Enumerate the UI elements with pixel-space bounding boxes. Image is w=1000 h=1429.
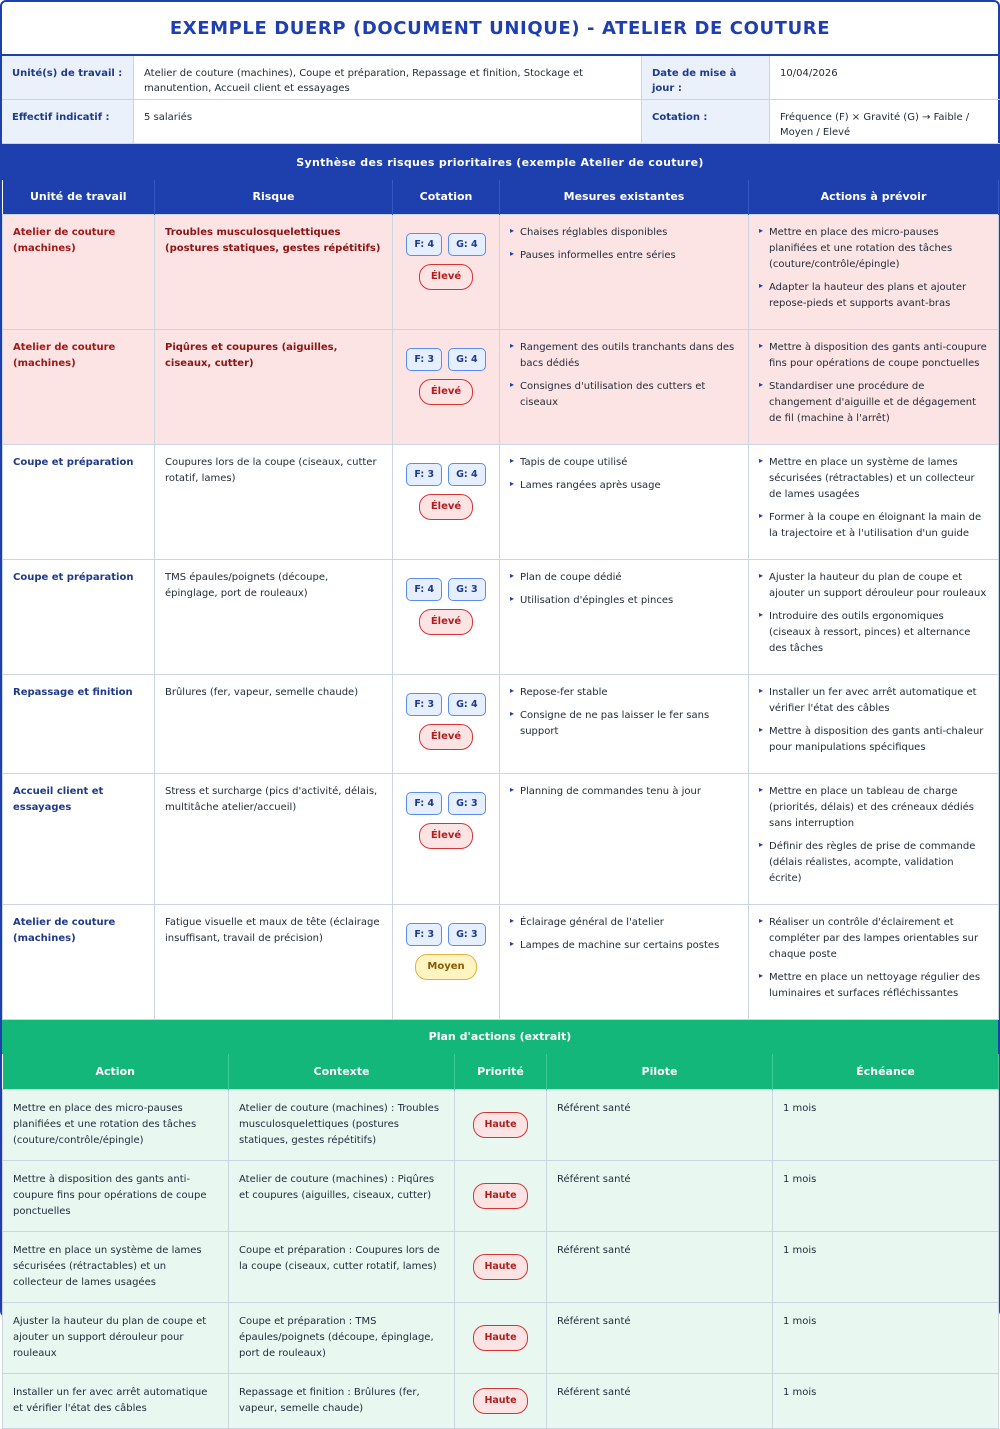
plan-context-cell: Atelier de couture (machines) : Piqûres et coupures (aiguilles, ciseaux, cutter) bbox=[229, 1161, 455, 1232]
gravity-chip: G: 4 bbox=[448, 233, 486, 256]
risk-description-cell: Piqûres et coupures (aiguilles, ciseaux, cutter) bbox=[155, 329, 393, 444]
risk-description-cell: Fatigue visuelle et maux de tête (éclairage insuffisant, travail de précision) bbox=[155, 904, 393, 1019]
info-grid bbox=[2, 56, 998, 144]
plan-priority-cell bbox=[455, 1374, 547, 1429]
risk-level-badge: Élevé bbox=[419, 609, 473, 635]
measure-item: ▸ Tapis de coupe utilisé bbox=[510, 455, 738, 471]
risks-header-cell: Unité de travail bbox=[3, 180, 155, 214]
measures-list bbox=[510, 784, 738, 800]
plan-header-cell: Échéance bbox=[773, 1054, 999, 1090]
plan-context-cell: Coupe et préparation : TMS épaules/poignets (découpe, épinglage, port de rouleaux) bbox=[229, 1303, 455, 1374]
measure-item: ▸ Consigne de ne pas laisser le fer sans support bbox=[510, 708, 738, 740]
frequency-chip: F: 3 bbox=[406, 693, 442, 716]
risk-actions-cell bbox=[749, 674, 999, 773]
measures-list bbox=[510, 915, 738, 954]
plan-pilot-cell: Référent santé bbox=[547, 1303, 773, 1374]
frequency-chip: F: 3 bbox=[406, 923, 442, 946]
measure-item: ▸ Plan de coupe dédié bbox=[510, 570, 738, 586]
risks-header-cell: Actions à prévoir bbox=[749, 180, 999, 214]
risk-level-badge: Moyen bbox=[415, 954, 476, 980]
page-title: EXEMPLE DUERP (DOCUMENT UNIQUE) - ATELIER DE COUTURE bbox=[2, 2, 998, 56]
frequency-chip: F: 3 bbox=[406, 348, 442, 371]
risk-unit-cell: Repassage et finition bbox=[3, 674, 155, 773]
risk-unit-cell: Coupe et préparation bbox=[3, 559, 155, 674]
plan-action-cell: Mettre en place des micro-pauses planifiées et une rotation des tâches (couture/contrôle/épingle) bbox=[3, 1090, 229, 1161]
risk-description-cell: TMS épaules/poignets (découpe, épinglage, port de rouleaux) bbox=[155, 559, 393, 674]
plan-deadline-cell: 1 mois bbox=[773, 1303, 999, 1374]
cotation-chips bbox=[403, 233, 489, 256]
frequency-chip: F: 4 bbox=[406, 578, 442, 601]
measure-item: ▸ Lames rangées après usage bbox=[510, 478, 738, 494]
plan-pilot-cell: Référent santé bbox=[547, 1374, 773, 1429]
risk-measures-cell bbox=[500, 214, 749, 329]
risks-header-cell: Mesures existantes bbox=[500, 180, 749, 214]
action-item: ▸ Ajuster la hauteur du plan de coupe et ajouter un support dérouleur pour rouleaux bbox=[759, 570, 988, 602]
action-item: ▸ Mettre en place un nettoyage régulier des luminaires et surfaces réfléchissantes bbox=[759, 970, 988, 1002]
risk-description-cell: Stress et surcharge (pics d'activité, délais, multitâche atelier/accueil) bbox=[155, 773, 393, 904]
plan-priority-cell bbox=[455, 1090, 547, 1161]
risk-level-badge: Élevé bbox=[419, 379, 473, 405]
measure-item: ▸ Pauses informelles entre séries bbox=[510, 248, 738, 264]
cotation-chips bbox=[403, 923, 489, 946]
risks-header-cell: Cotation bbox=[393, 180, 500, 214]
plan-header-row bbox=[3, 1054, 999, 1090]
risk-cotation-cell bbox=[393, 444, 500, 559]
plan-deadline-cell: 1 mois bbox=[773, 1090, 999, 1161]
priority-badge: Haute bbox=[473, 1388, 527, 1413]
risk-row bbox=[3, 329, 999, 444]
risk-unit-cell: Atelier de couture (machines) bbox=[3, 904, 155, 1019]
risk-level-badge: Élevé bbox=[419, 494, 473, 520]
risks-section-title: Synthèse des risques prioritaires (exemple Atelier de couture) bbox=[2, 144, 998, 180]
plan-action-cell: Mettre à disposition des gants anti-coupure fins pour opérations de coupe ponctuelles bbox=[3, 1161, 229, 1232]
plan-table-body bbox=[3, 1090, 999, 1429]
measure-item: ▸ Planning de commandes tenu à jour bbox=[510, 784, 738, 800]
risk-row bbox=[3, 214, 999, 329]
plan-row bbox=[3, 1090, 999, 1161]
risk-measures-cell bbox=[500, 904, 749, 1019]
action-item: ▸ Mettre en place des micro-pauses planifiées et une rotation des tâches (couture/contrôle/épingle) bbox=[759, 225, 988, 273]
plan-deadline-cell: 1 mois bbox=[773, 1161, 999, 1232]
risk-row bbox=[3, 904, 999, 1019]
risk-cotation-cell bbox=[393, 329, 500, 444]
cotation-chips bbox=[403, 792, 489, 815]
measure-item: ▸ Consignes d'utilisation des cutters et ciseaux bbox=[510, 379, 738, 411]
plan-context-cell: Repassage et finition : Brûlures (fer, vapeur, semelle chaude) bbox=[229, 1374, 455, 1429]
action-item: ▸ Former à la coupe en éloignant la main de la trajectoire et à l'utilisation d'un guide bbox=[759, 510, 988, 542]
plan-header-cell: Priorité bbox=[455, 1054, 547, 1090]
plan-pilot-cell: Référent santé bbox=[547, 1161, 773, 1232]
risk-actions-cell bbox=[749, 559, 999, 674]
units-label: Unité(s) de travail : bbox=[2, 56, 134, 100]
risk-actions-cell bbox=[749, 214, 999, 329]
cotation-chips bbox=[403, 463, 489, 486]
cotation-chips bbox=[403, 693, 489, 716]
risk-row bbox=[3, 444, 999, 559]
risk-cotation-cell bbox=[393, 773, 500, 904]
plan-pilot-cell: Référent santé bbox=[547, 1232, 773, 1303]
risk-unit-cell: Coupe et préparation bbox=[3, 444, 155, 559]
risk-description-cell: Coupures lors de la coupe (ciseaux, cutter rotatif, lames) bbox=[155, 444, 393, 559]
priority-badge: Haute bbox=[473, 1254, 527, 1279]
priority-badge: Haute bbox=[473, 1183, 527, 1208]
measure-item: ▸ Repose-fer stable bbox=[510, 685, 738, 701]
risk-measures-cell bbox=[500, 329, 749, 444]
plan-pilot-cell: Référent santé bbox=[547, 1090, 773, 1161]
plan-header-cell: Action bbox=[3, 1054, 229, 1090]
plan-priority-cell bbox=[455, 1303, 547, 1374]
plan-action-cell: Mettre en place un système de lames sécurisées (rétractables) et un collecteur de lames usagées bbox=[3, 1232, 229, 1303]
action-item: ▸ Mettre à disposition des gants anti-chaleur pour manipulations spécifiques bbox=[759, 724, 988, 756]
plan-section-title: Plan d'actions (extrait) bbox=[2, 1020, 998, 1054]
plan-header-cell: Contexte bbox=[229, 1054, 455, 1090]
cotation-chips bbox=[403, 348, 489, 371]
actions-list bbox=[759, 340, 988, 427]
plan-priority-cell bbox=[455, 1232, 547, 1303]
measure-item: ▸ Utilisation d'épingles et pinces bbox=[510, 593, 738, 609]
plan-deadline-cell: 1 mois bbox=[773, 1374, 999, 1429]
plan-row bbox=[3, 1232, 999, 1303]
plan-header-cell: Pilote bbox=[547, 1054, 773, 1090]
risk-cotation-cell bbox=[393, 674, 500, 773]
frequency-chip: F: 4 bbox=[406, 792, 442, 815]
date-value: 10/04/2026 bbox=[770, 56, 1000, 100]
actions-list bbox=[759, 455, 988, 542]
risks-header-row bbox=[3, 180, 999, 214]
action-item: ▸ Adapter la hauteur des plans et ajouter repose-pieds et supports avant-bras bbox=[759, 280, 988, 312]
action-item: ▸ Mettre en place un tableau de charge (priorités, délais) et des créneaux dédiés sans interruption bbox=[759, 784, 988, 832]
risk-measures-cell bbox=[500, 773, 749, 904]
risk-unit-cell: Atelier de couture (machines) bbox=[3, 214, 155, 329]
risk-unit-cell: Accueil client et essayages bbox=[3, 773, 155, 904]
action-item: ▸ Mettre en place un système de lames sécurisées (rétractables) et un collecteur de lames usagées bbox=[759, 455, 988, 503]
action-item: ▸ Définir des règles de prise de commande (délais réalistes, acompte, validation écrite) bbox=[759, 839, 988, 887]
measures-list bbox=[510, 455, 738, 494]
frequency-chip: F: 4 bbox=[406, 233, 442, 256]
measures-list bbox=[510, 340, 738, 411]
measure-item: ▸ Éclairage général de l'atelier bbox=[510, 915, 738, 931]
risks-header-cell: Risque bbox=[155, 180, 393, 214]
risk-actions-cell bbox=[749, 773, 999, 904]
gravity-chip: G: 4 bbox=[448, 348, 486, 371]
measures-list bbox=[510, 570, 738, 609]
risk-level-badge: Élevé bbox=[419, 264, 473, 290]
risk-level-badge: Élevé bbox=[419, 823, 473, 849]
plan-action-cell: Installer un fer avec arrêt automatique et vérifier l'état des câbles bbox=[3, 1374, 229, 1429]
risk-level-badge: Élevé bbox=[419, 724, 473, 750]
measures-list bbox=[510, 225, 738, 264]
effectif-label: Effectif indicatif : bbox=[2, 100, 134, 144]
date-label: Date de mise à jour : bbox=[642, 56, 770, 100]
risk-cotation-cell bbox=[393, 559, 500, 674]
action-item: ▸ Standardiser une procédure de changement d'aiguille et de dégagement de fil (machine à l'arrêt) bbox=[759, 379, 988, 427]
gravity-chip: G: 4 bbox=[448, 693, 486, 716]
plan-row bbox=[3, 1303, 999, 1374]
plan-deadline-cell: 1 mois bbox=[773, 1232, 999, 1303]
risks-table bbox=[2, 180, 999, 1020]
cotation-label: Cotation : bbox=[642, 100, 770, 144]
cotation-chips bbox=[403, 578, 489, 601]
plan-priority-cell bbox=[455, 1161, 547, 1232]
risk-row bbox=[3, 674, 999, 773]
plan-context-cell: Atelier de couture (machines) : Troubles musculosquelettiques (postures statiques, gestes répétitifs) bbox=[229, 1090, 455, 1161]
measure-item: ▸ Rangement des outils tranchants dans des bacs dédiés bbox=[510, 340, 738, 372]
risk-actions-cell bbox=[749, 444, 999, 559]
actions-list bbox=[759, 784, 988, 887]
cotation-value: Fréquence (F) × Gravité (G) → Faible / Moyen / Elevé bbox=[770, 100, 1000, 144]
risk-measures-cell bbox=[500, 559, 749, 674]
gravity-chip: G: 3 bbox=[448, 578, 486, 601]
risk-unit-cell: Atelier de couture (machines) bbox=[3, 329, 155, 444]
actions-list bbox=[759, 225, 988, 312]
risk-description-cell: Brûlures (fer, vapeur, semelle chaude) bbox=[155, 674, 393, 773]
risk-measures-cell bbox=[500, 674, 749, 773]
priority-badge: Haute bbox=[473, 1112, 527, 1137]
frequency-chip: F: 3 bbox=[406, 463, 442, 486]
measure-item: ▸ Lampes de machine sur certains postes bbox=[510, 938, 738, 954]
risk-measures-cell bbox=[500, 444, 749, 559]
gravity-chip: G: 3 bbox=[448, 792, 486, 815]
action-item: ▸ Installer un fer avec arrêt automatique et vérifier l'état des câbles bbox=[759, 685, 988, 717]
risk-actions-cell bbox=[749, 904, 999, 1019]
action-item: ▸ Réaliser un contrôle d'éclairement et compléter par des lampes orientables sur chaque poste bbox=[759, 915, 988, 963]
gravity-chip: G: 4 bbox=[448, 463, 486, 486]
priority-badge: Haute bbox=[473, 1325, 527, 1350]
units-value: Atelier de couture (machines), Coupe et préparation, Repassage et finition, Stockage et manutention, Accueil client et essayages bbox=[134, 56, 642, 100]
plan-action-cell: Ajuster la hauteur du plan de coupe et ajouter un support dérouleur pour rouleaux bbox=[3, 1303, 229, 1374]
actions-list bbox=[759, 570, 988, 657]
plan-context-cell: Coupe et préparation : Coupures lors de la coupe (ciseaux, cutter rotatif, lames) bbox=[229, 1232, 455, 1303]
measures-list bbox=[510, 685, 738, 740]
risk-cotation-cell bbox=[393, 904, 500, 1019]
risk-cotation-cell bbox=[393, 214, 500, 329]
risk-description-cell: Troubles musculosquelettiques (postures statiques, gestes répétitifs) bbox=[155, 214, 393, 329]
risks-table-body bbox=[3, 214, 999, 1019]
effectif-value: 5 salariés bbox=[134, 100, 642, 144]
risk-row bbox=[3, 773, 999, 904]
plan-row bbox=[3, 1161, 999, 1232]
measure-item: ▸ Chaises réglables disponibles bbox=[510, 225, 738, 241]
risk-actions-cell bbox=[749, 329, 999, 444]
gravity-chip: G: 3 bbox=[448, 923, 486, 946]
plan-table bbox=[2, 1054, 999, 1429]
action-item: ▸ Introduire des outils ergonomiques (ciseaux à ressort, pinces) et alternance des tâches bbox=[759, 609, 988, 657]
risk-row bbox=[3, 559, 999, 674]
actions-list bbox=[759, 915, 988, 1002]
action-item: ▸ Mettre à disposition des gants anti-coupure fins pour opérations de coupe ponctuelles bbox=[759, 340, 988, 372]
plan-row bbox=[3, 1374, 999, 1429]
actions-list bbox=[759, 685, 988, 756]
